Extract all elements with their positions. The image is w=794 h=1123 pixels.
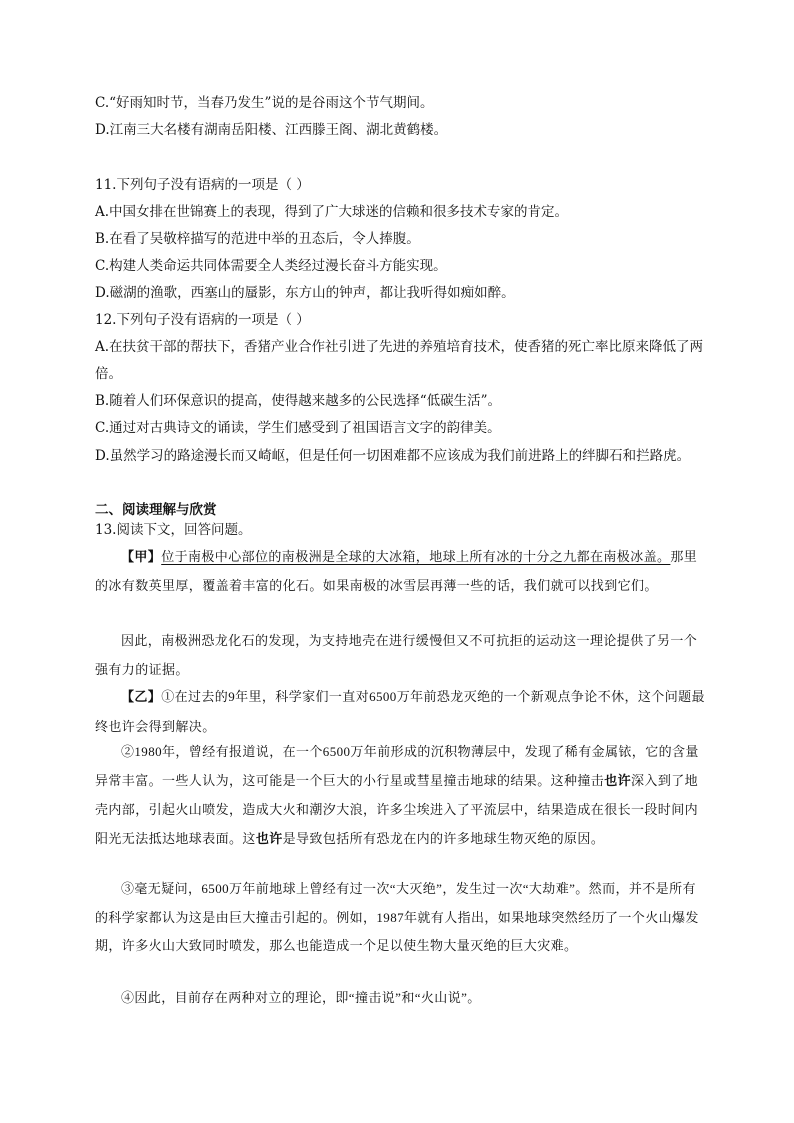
q12-option-a: A.在扶贫干部的帮扶下，香猪产业合作社引进了先进的养殖培育技术，使香猪的死亡率比原来降低了两倍。 [95, 339, 704, 382]
q13-stem: 13.阅读下文，回答问题。 [95, 522, 252, 538]
passage-jia-paragraph-2: 因此，南极洲恐龙化石的发现，为支持地壳在进行缓慢但又不可抗拒的运动这一理论提供了另一个强有力的证据。 [95, 633, 698, 677]
q11-option-c: C.构建人类命运共同体需要全人类经过漫长奋斗方能实现。 [95, 258, 447, 274]
passage-yi-paragraph-4: ④因此，目前存在两种对立的理论，即“撞击说”和“火山说”。 [121, 990, 481, 1005]
passage-jia-label: 【甲】 [121, 550, 162, 565]
q10-option-d: D.江南三大名楼有湖南岳阳楼、江西滕王阁、湖北黄鹤楼。 [95, 122, 448, 138]
q11-option-d: D.磁湖的渔歌，西塞山的蜃影，东方山的钟声，都让我听得如痴如醉。 [95, 285, 515, 301]
q12-option-b: B.随着人们环保意识的提高，使得越来越多的公民选择“低碳生活”。 [95, 393, 502, 409]
q12-option-c: C.通过对古典诗文的诵读，学生们感受到了祖国语言文字的韵律美。 [95, 420, 501, 436]
q11-option-a: A.中国女排在世锦赛上的表现，得到了广大球迷的信赖和很多技术专家的肯定。 [95, 204, 569, 220]
passage-yi-p2-part-c: 是导致包括所有恐龙在内的许多地球生物灭绝的原因。 [282, 830, 605, 846]
passage-yi-p2-emphasis-1: 也许 [604, 773, 632, 789]
passage-yi-p2-part-a: ②1980年，曾经有报道说，在一个6500万年前形成的沉积物薄层中，发现了稀有金属铱，它的含量异常丰富。一些人认为，这可能是一个巨大的小行星或彗星撞击地球的结果。这种撞击 [95, 744, 699, 788]
section-heading: 二、阅读理解与欣赏 [95, 502, 217, 518]
passage-yi-paragraph-3: ③毫无疑问，6500万年前地球上曾经有过一次“大灭绝”，发生过一次“大劫难”。然而，并不是所有的科学家都认为这是由巨大撞击引起的。例如，1987年就有人指出，如果地球突然经历了一个火山爆发期，许多火山大致同时喷发，那么也能造成一个足以使生物大量灭绝的巨大灾难。 [95, 881, 699, 953]
q10-option-c: C.“好雨知时节，当春乃发生”说的是谷雨这个节气期间。 [95, 95, 434, 111]
passage-jia-paragraph-1 [95, 543, 705, 600]
passage-jia-rest: 那里的冰有数英里厚，覆盖着丰富的化石。如果南极的冰雪层再薄一些的话，我们就可以找到它们。 [95, 549, 698, 593]
passage-yi-p2-part-b: 深入到了地壳内部，引起火山喷发，造成大火和潮汐大浪，许多尘埃进入了平流层中，结果造成在很长一段时间内阳光无法抵达地球表面。这 [95, 772, 699, 846]
passage-yi-label: 【乙】 [121, 690, 162, 705]
passage-yi-paragraph-2 [95, 738, 705, 854]
q12-stem: 12.下列句子没有语病的一项是（ ） [95, 312, 310, 328]
q11-stem: 11.下列句子没有语病的一项是（ ） [95, 177, 310, 193]
q12-option-d: D.虽然学习的路途漫长而又崎岖，但是任何一切困难都不应该成为我们前进路上的绊脚石和拦路虎。 [95, 448, 691, 464]
passage-yi-paragraph-1 [95, 683, 705, 741]
q11-option-b: B.在看了吴敬梓描写的范进中举的丑态后，令人捧腹。 [95, 231, 420, 247]
passage-yi-p2-emphasis-2: 也许 [255, 831, 283, 847]
passage-jia-underlined-sentence: 位于南极中心部位的南极洲是全球的大冰箱，地球上所有冰的十分之九都在南极冰盖。 [161, 549, 671, 564]
passage-yi-p1-text: ①在过去的9年里，科学家们一直对6500万年前恐龙灭绝的一个新观点争论不休，这个问题最终也许会得到解决。 [95, 689, 705, 734]
